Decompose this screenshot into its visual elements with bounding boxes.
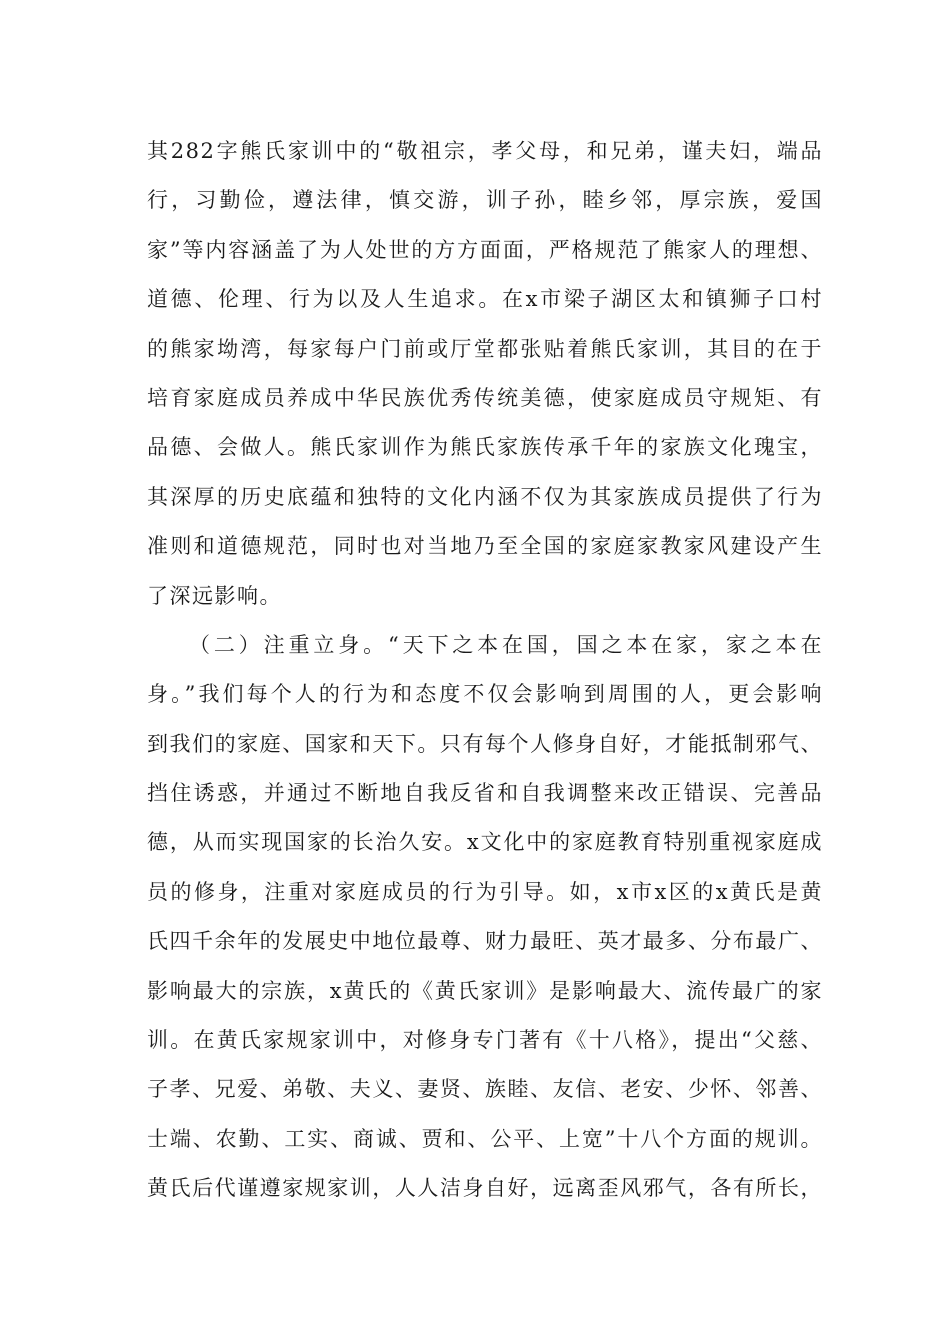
paragraph-1-line: 其282字熊氏家训中的“敬祖宗，孝父母，和兄弟，谨夫妇，端品 — [147, 139, 823, 163]
paragraph-2-line: 员的修身，注重对家庭成员的行为引导。如，x市x区的x黄氏是黄 — [147, 879, 823, 904]
paragraph-1-line: 的熊家坳湾，每家每户门前或厅堂都张贴着熊氏家训，其目的在于 — [147, 336, 823, 361]
paragraph-1-line: 准则和道德规范，同时也对当地乃至全国的家庭家教家风建设产生 — [147, 534, 823, 559]
paragraph-2-line: 子孝、兄爱、弟敬、夫义、妻贤、族睦、友信、老安、少怀、邻善、 — [147, 1077, 823, 1102]
paragraph-1-line: 道德、伦理、行为以及人生追求。在x市梁子湖区太和镇狮子口村 — [147, 287, 823, 312]
paragraph-1-line: 了深远影响。 — [147, 583, 282, 608]
paragraph-1 — [147, 127, 823, 621]
paragraph-2-line: 训。在黄氏家规家训中，对修身专门著有《十八格》，提出“父慈、 — [147, 1028, 823, 1053]
paragraph-2-line: 挡住诱惑，并通过不断地自我反省和自我调整来改正错误、完善品 — [147, 781, 823, 806]
paragraph-1-line: 行，习勤俭，遵法律，慎交游，训子孙，睦乡邻，厚宗族，爱国 — [147, 188, 823, 213]
paragraph-2-heading-line: （二）注重立身。“天下之本在国，国之本在家，家之本在 — [189, 632, 823, 657]
paragraph-1-line: 品德、会做人。熊氏家训作为熊氏家族传承千年的家族文化瑰宝， — [147, 435, 823, 460]
paragraph-2-line: 德，从而实现国家的长治久安。x文化中的家庭教育特别重视家庭成 — [147, 830, 823, 855]
paragraph-2-line: 影响最大的宗族，x黄氏的《黄氏家训》是影响最大、流传最广的家 — [147, 978, 823, 1003]
paragraph-2-line: 士端、农勤、工实、商诚、贾和、公平、上宽”十八个方面的规训。 — [147, 1126, 823, 1151]
paragraph-2-line: 到我们的家庭、国家和天下。只有每个人修身自好，才能抵制邪气、 — [147, 731, 823, 756]
paragraph-2 — [147, 621, 823, 1214]
paragraph-2-line: 身。”我们每个人的行为和态度不仅会影响到周围的人，更会影响 — [147, 682, 823, 707]
paragraph-2-line: 氏四千余年的发展史中地位最尊、财力最旺、英才最多、分布最广、 — [147, 929, 823, 954]
paragraph-1-line: 培育家庭成员养成中华民族优秀传统美德，使家庭成员守规矩、有 — [147, 385, 823, 410]
paragraph-1-line: 其深厚的历史底蕴和独特的文化内涵不仅为其家族成员提供了行为 — [147, 484, 823, 509]
document-body — [147, 127, 823, 1214]
paragraph-2-line: 黄氏后代谨遵家规家训，人人洁身自好，远离歪风邪气，各有所长， — [147, 1176, 823, 1201]
paragraph-1-line: 家”等内容涵盖了为人处世的方方面面，严格规范了熊家人的理想、 — [147, 237, 823, 262]
